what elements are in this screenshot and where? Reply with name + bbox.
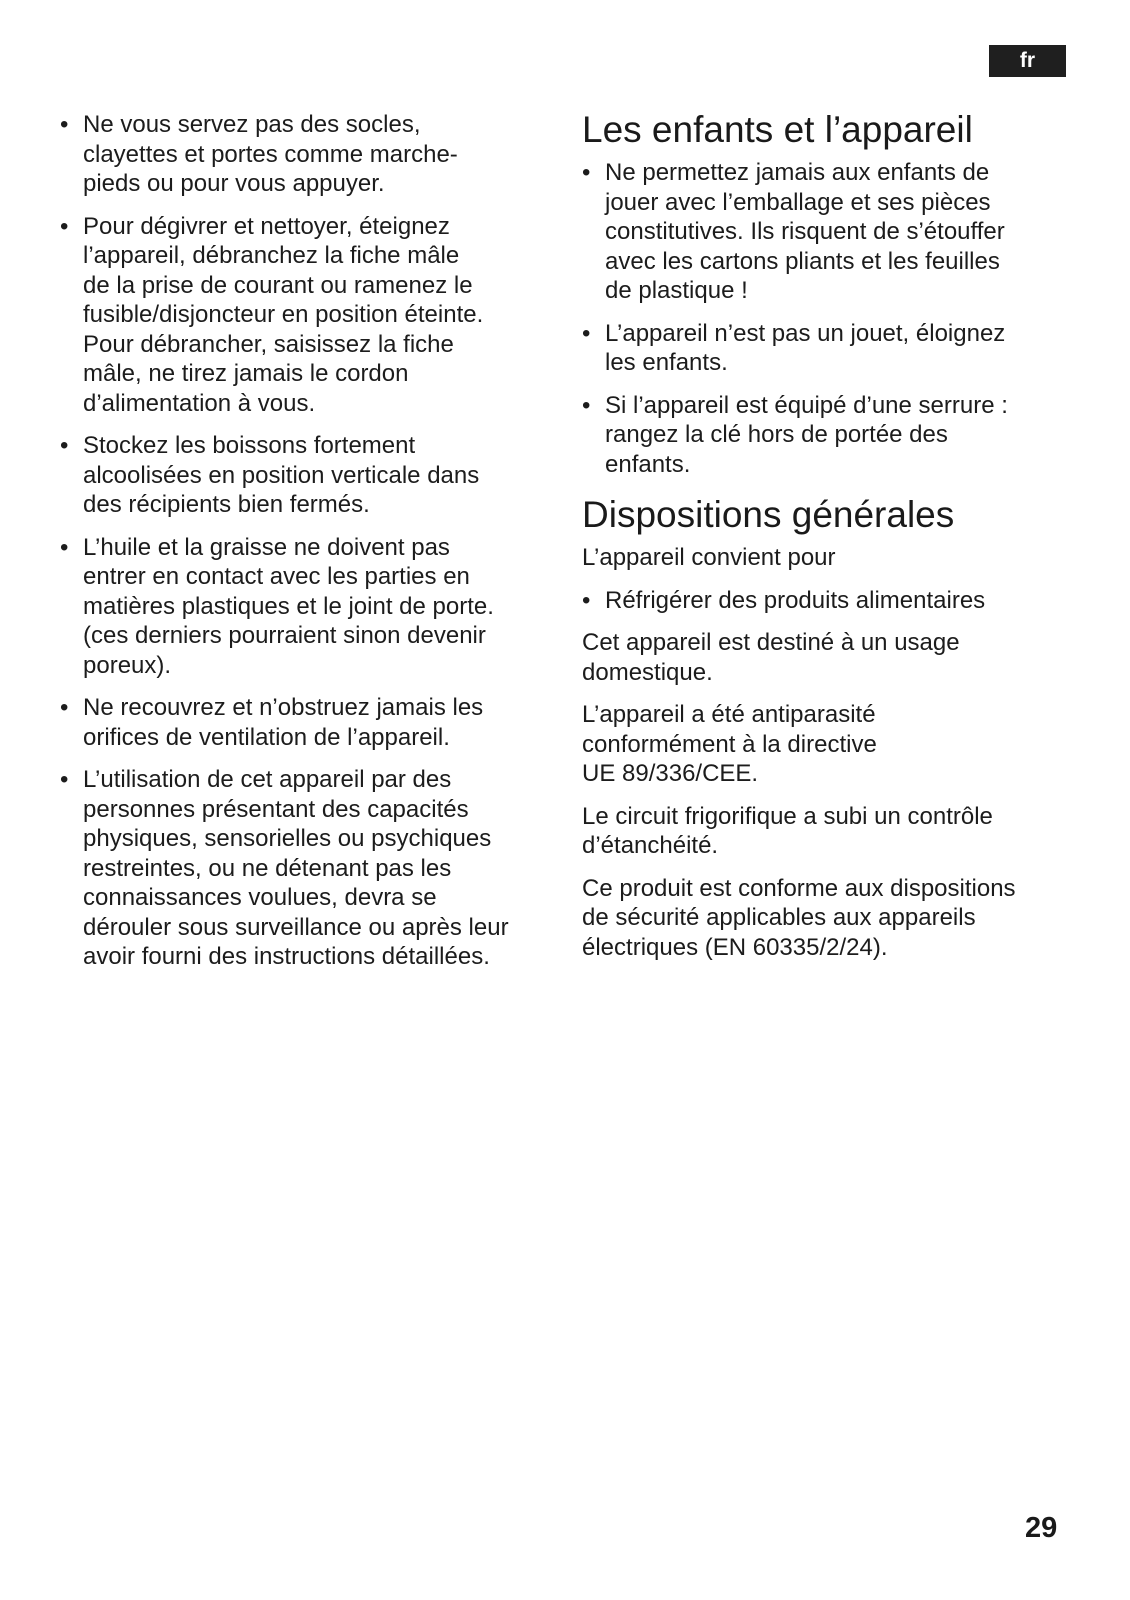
bullet-icon: • [60,432,69,459]
general-paragraph: L’appareil a été antiparasité conformément à la directive UE 89/336/CEE. [582,701,877,787]
children-bullet-list [582,158,1072,479]
list-item-text: Ne vous servez pas des socles, clayettes et portes comme marche- pieds ou pour vous appuyer. [83,111,458,197]
list-item [582,391,1072,480]
left-column [60,110,560,985]
general-paragraph: Le circuit frigorifique a subi un contrôle d’étanchéité. [582,802,993,859]
list-item [582,586,1072,616]
page-number: 29 [1025,1512,1058,1544]
right-column [582,108,1072,975]
list-item-text: Ne permettez jamais aux enfants de jouer avec l’emballage et ses pièces constitutives. Ils risquent de s’étouffer avec les cartons pliants et les feuilles de plastique ! [605,159,1005,304]
section-heading-general: Dispositions générales [582,494,955,535]
safety-bullet-list [60,110,560,972]
bullet-icon: • [60,111,69,138]
bullet-icon: • [60,212,69,240]
bullet-icon: • [60,766,69,793]
general-intro: L’appareil convient pour [582,544,836,571]
list-item [60,693,560,752]
bullet-icon: • [60,533,69,561]
list-item-text: Stockez les boissons fortement alcoolisées en position verticale dans des récipients bien fermés. [83,432,480,518]
list-item-text: L’appareil n’est pas un jouet, éloignez les enfants. [605,319,1006,376]
bullet-icon: • [582,391,591,419]
bullet-icon: • [582,159,591,186]
list-item [60,212,560,419]
general-paragraph: Ce produit est conforme aux dispositions de sécurité applicables aux appareils électriques (EN 60335/2/24). [582,874,1016,961]
bullet-icon: • [60,694,69,721]
list-item [60,765,560,972]
bullet-icon: • [582,319,591,347]
list-item [582,158,1072,306]
list-item [60,533,560,681]
list-item [60,431,560,520]
list-item-text: L’utilisation de cet appareil par des personnes présentant des capacités physiques, sensorielles ou psychiques restreintes, ou ne détenant pas les connaissances voulues, devra se dérouler sous surveillance ou après leur avoir fourni des instructions détaillées. [83,766,509,970]
list-item-text: Si l’appareil est équipé d’une serrure : rangez la clé hors de portée des enfants. [605,391,1008,478]
bullet-icon: • [582,586,591,614]
section-heading-children: Les enfants et l’appareil [582,109,973,150]
general-paragraph: Cet appareil est destiné à un usage domestique. [582,629,960,686]
list-item [582,319,1072,378]
list-item [60,110,560,199]
list-item-text: Réfrigérer des produits alimentaires [605,586,986,614]
list-item-text: Ne recouvrez et n’obstruez jamais les orifices de ventilation de l’appareil. [83,694,484,751]
general-bullet-list [582,586,1072,616]
language-badge: fr [989,45,1066,77]
list-item-text: L’huile et la graisse ne doivent pas entrer en contact avec les parties en matières plastiques et le joint de porte. (ces derniers pourraient sinon devenir poreux). [83,533,494,679]
list-item-text: Pour dégivrer et nettoyer, éteignez l’appareil, débranchez la fiche mâle de la prise de courant ou ramenez le fusible/disjoncteur en position éteinte. Pour débrancher, saisissez la fiche mâle, ne tirez jamais le cordon d’alimentation à vous. [83,212,484,417]
